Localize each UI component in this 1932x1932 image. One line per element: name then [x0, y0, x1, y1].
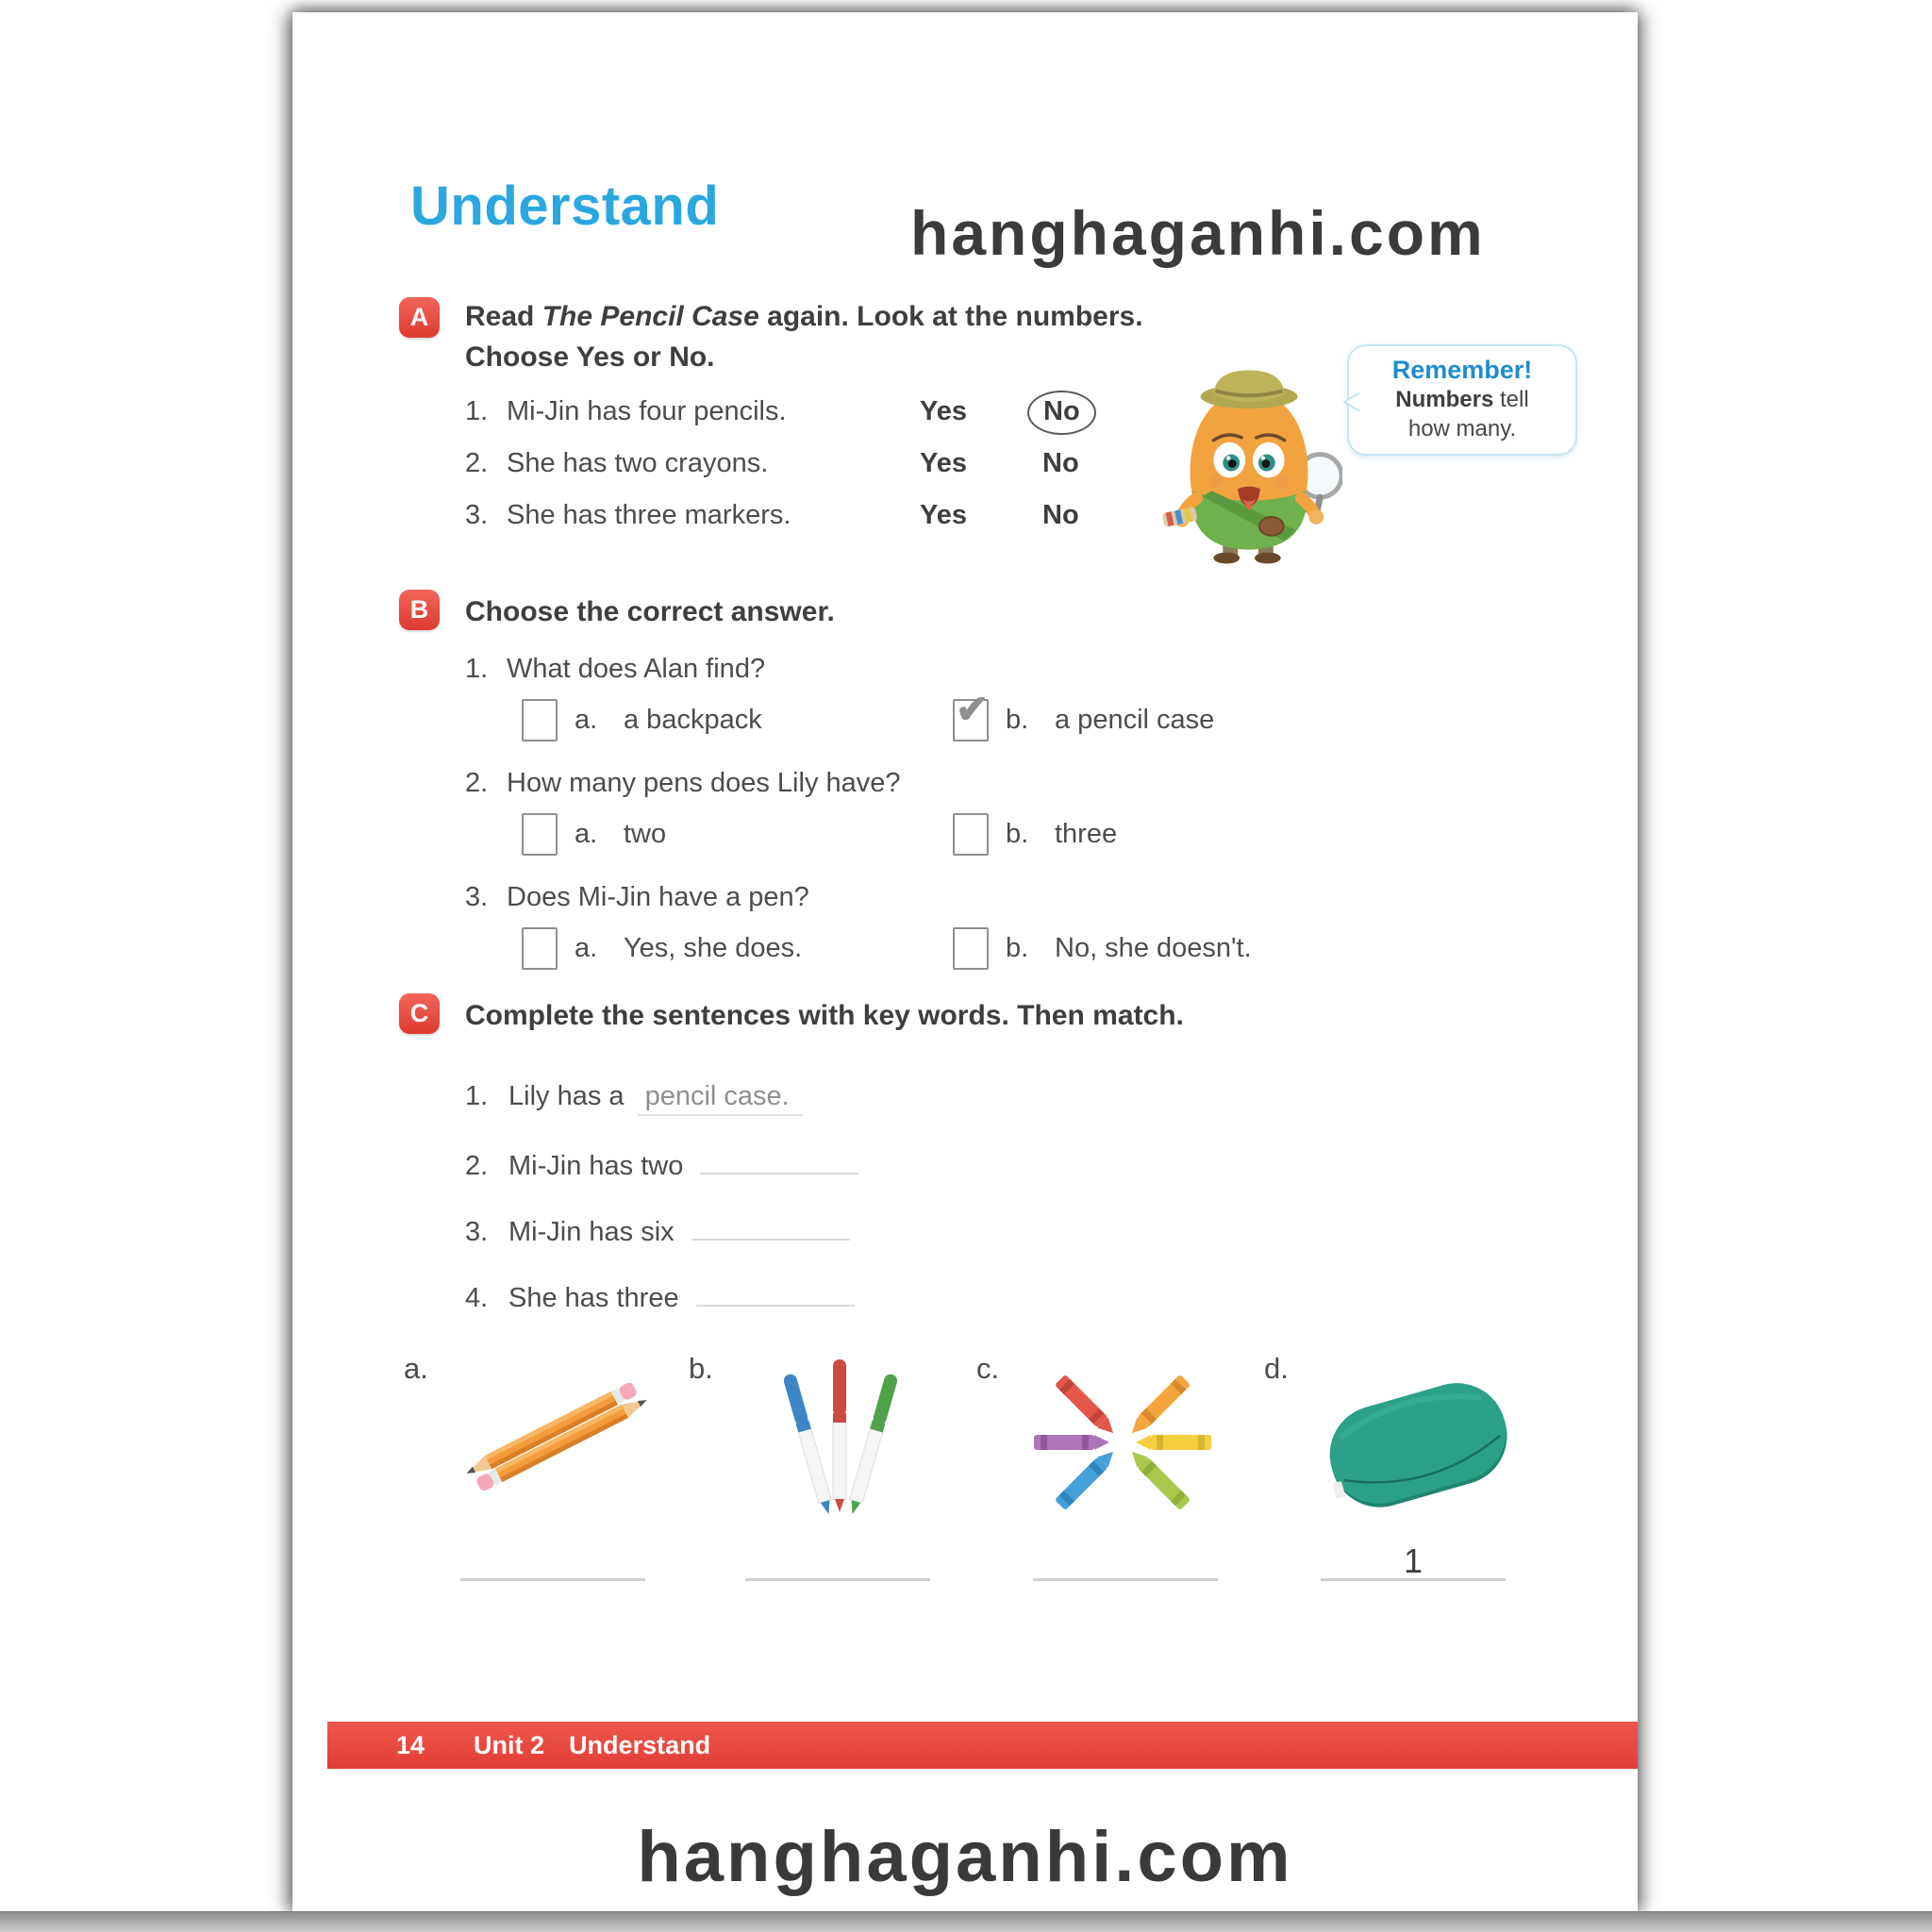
page-number: 14	[396, 1730, 425, 1759]
match-item-d	[1264, 1352, 1538, 1625]
sentence-number: 1.	[465, 1081, 489, 1111]
two-pencils-image	[451, 1354, 663, 1538]
sentence-text: Mi-Jin has two	[508, 1151, 684, 1181]
sentence-number: 3.	[465, 1217, 489, 1247]
sentence-text: Mi-Jin has six	[508, 1217, 675, 1247]
yes-no-row-3	[465, 500, 1220, 552]
instruction-read: Read	[465, 301, 542, 332]
mc-options-2	[465, 813, 1408, 860]
yes-option[interactable]: Yes	[920, 396, 967, 426]
match-item-a	[404, 1352, 677, 1625]
no-option[interactable]: No	[1042, 448, 1079, 478]
match-answer-line[interactable]: 1	[1321, 1541, 1506, 1581]
option-label: two	[624, 819, 667, 849]
mc-options-3	[465, 927, 1408, 974]
option-b	[953, 813, 1117, 856]
no-option-circled[interactable]: No	[1027, 391, 1096, 435]
option-letter: b.	[1006, 705, 1029, 735]
checkbox[interactable]	[522, 927, 558, 970]
no-option[interactable]: No	[1042, 500, 1079, 530]
mc-question-3	[465, 882, 1408, 913]
question-text: She has two crayons.	[507, 448, 769, 478]
section-b-badge: B	[399, 590, 440, 630]
section-c	[465, 993, 1503, 1345]
question-text: Mi-Jin has four pencils.	[507, 396, 787, 426]
match-letter: b.	[689, 1352, 713, 1385]
sentence-text: She has three	[508, 1283, 679, 1313]
option-a	[522, 927, 802, 970]
sentence-number: 2.	[465, 1151, 489, 1181]
option-b	[953, 687, 1215, 741]
written-answer[interactable]: pencil case.	[638, 1081, 803, 1116]
match-letter: a.	[404, 1352, 428, 1385]
teal-pencil-case-image	[1307, 1354, 1528, 1538]
option-label: a backpack	[624, 705, 762, 735]
instruction-rest: again. Look at the numbers.	[758, 301, 1143, 332]
section-c-badge: C	[399, 993, 440, 1034]
option-label: Yes, she does.	[624, 933, 803, 963]
option-letter: a.	[575, 819, 598, 849]
match-answer-line[interactable]	[1033, 1541, 1218, 1581]
section-a-instruction	[465, 296, 1182, 377]
question-text: What does Alan find?	[507, 654, 766, 684]
section-b-instruction: Choose the correct answer.	[465, 596, 835, 627]
story-title: The Pencil Case	[541, 301, 759, 332]
option-label: three	[1055, 819, 1118, 849]
six-crayons-image	[1026, 1354, 1220, 1538]
question-number: 2.	[465, 768, 489, 798]
match-image-row	[292, 1352, 1638, 1625]
mc-question-1	[465, 654, 1408, 685]
remember-callout	[1347, 344, 1577, 456]
question-number: 1.	[465, 396, 489, 426]
sentence-text: Lily has a	[508, 1081, 625, 1111]
checkbox[interactable]	[953, 813, 989, 856]
option-a	[522, 699, 762, 741]
match-answer-line[interactable]	[745, 1541, 930, 1581]
match-answer-line[interactable]	[460, 1541, 645, 1581]
workbook-page	[292, 12, 1638, 1911]
option-a	[522, 813, 666, 856]
match-item-b	[689, 1352, 962, 1625]
mc-options-1	[465, 687, 1408, 746]
option-letter: b.	[1006, 933, 1029, 963]
section-b	[465, 590, 1408, 974]
question-text: She has three markers.	[507, 500, 791, 530]
match-letter: c.	[976, 1352, 1000, 1385]
instruction-line2: Choose Yes or No.	[465, 341, 715, 373]
match-item-c	[976, 1352, 1250, 1625]
sentence-2	[465, 1147, 1503, 1213]
yes-no-question-list	[465, 396, 1220, 552]
question-number: 3.	[465, 500, 489, 530]
checkmark-icon: ✔	[956, 687, 990, 731]
option-letter: b.	[1006, 819, 1029, 849]
answer-blank[interactable]	[700, 1147, 858, 1174]
remember-text: tell	[1493, 387, 1529, 412]
option-letter: a.	[575, 705, 598, 735]
question-text: Does Mi-Jin have a pen?	[507, 882, 809, 912]
checkbox[interactable]	[953, 687, 990, 741]
watermark-top: hanghaganhi.com	[910, 198, 1486, 268]
question-text: How many pens does Lily have?	[507, 768, 901, 798]
footer-unit: Unit 2	[474, 1730, 545, 1759]
checkbox[interactable]	[522, 699, 558, 741]
question-number: 1.	[465, 654, 489, 684]
option-letter: a.	[575, 933, 598, 963]
option-label: No, she doesn't.	[1055, 933, 1252, 963]
match-letter: d.	[1264, 1352, 1289, 1385]
section-a-badge: A	[399, 297, 440, 338]
option-b	[953, 927, 1252, 970]
option-label: a pencil case	[1055, 705, 1215, 735]
sentence-3	[465, 1213, 1503, 1279]
answer-blank[interactable]	[691, 1213, 850, 1241]
three-pens-image	[743, 1354, 937, 1538]
section-c-instruction: Complete the sentences with key words. Then match.	[465, 1000, 1184, 1031]
sentence-1	[465, 1081, 1503, 1147]
footer-bar	[327, 1722, 1638, 1769]
yes-option[interactable]: Yes	[920, 500, 967, 530]
question-number: 3.	[465, 882, 489, 912]
mc-question-2	[465, 768, 1408, 799]
answer-blank[interactable]	[696, 1279, 855, 1307]
page-title: Understand	[410, 175, 720, 237]
yes-no-row-1	[465, 396, 1220, 448]
checkbox[interactable]	[953, 927, 989, 970]
watermark-bottom: hanghaganhi.com	[637, 1817, 1293, 1897]
explorer-mascot-illustration	[1156, 363, 1342, 569]
sentence-4	[465, 1279, 1503, 1345]
scan-edge-strip	[0, 1911, 1932, 1932]
checkbox[interactable]	[522, 813, 558, 856]
question-number: 2.	[465, 448, 489, 478]
remember-title: Remember!	[1391, 356, 1533, 384]
remember-line2: how many.	[1407, 416, 1517, 441]
footer-section: Understand	[569, 1730, 711, 1759]
complete-sentences	[465, 1081, 1503, 1345]
yes-option[interactable]: Yes	[920, 448, 967, 478]
remember-keyword: Numbers	[1395, 387, 1494, 412]
yes-no-row-2	[465, 448, 1220, 500]
sentence-number: 4.	[465, 1283, 489, 1313]
